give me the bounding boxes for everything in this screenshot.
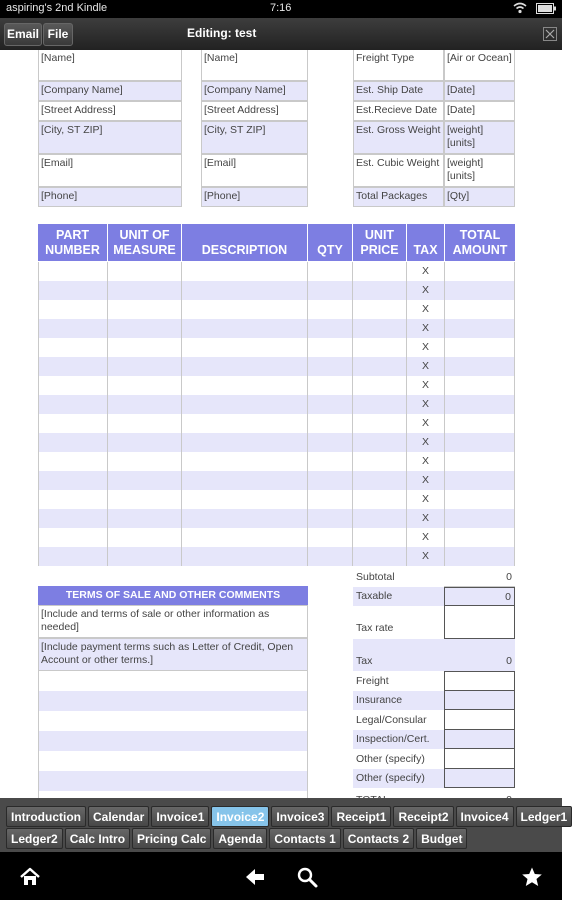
table-cell[interactable] — [39, 509, 108, 528]
table-cell[interactable] — [39, 338, 108, 357]
col-unit-price: UNIT PRICE — [353, 224, 406, 261]
cubic-weight-field[interactable]: [weight] [units] — [444, 154, 515, 187]
table-row — [39, 338, 514, 357]
tax-mark[interactable]: X — [407, 262, 445, 281]
table-cell[interactable] — [39, 452, 108, 471]
table-cell[interactable] — [353, 528, 407, 547]
sheet-tab-calendar[interactable]: Calendar — [88, 806, 149, 827]
table-row — [39, 433, 514, 452]
table-cell[interactable] — [445, 300, 516, 319]
table-row — [39, 281, 514, 300]
table-row — [39, 357, 514, 376]
bill-company-field[interactable]: [Company Name] — [38, 81, 182, 101]
table-cell[interactable] — [108, 509, 182, 528]
table-cell[interactable] — [445, 319, 516, 338]
table-cell[interactable] — [39, 262, 108, 281]
table-cell[interactable] — [353, 319, 407, 338]
table-cell[interactable] — [445, 547, 516, 566]
table-cell[interactable] — [308, 414, 353, 433]
system-nav-bar — [0, 852, 562, 900]
table-cell[interactable] — [353, 281, 407, 300]
sheet-tab-pricing-calc[interactable]: Pricing Calc — [132, 828, 211, 849]
table-cell[interactable] — [108, 262, 182, 281]
terms-row[interactable] — [39, 731, 307, 751]
sheet-tab-contacts-2[interactable]: Contacts 2 — [343, 828, 414, 849]
table-cell[interactable] — [39, 281, 108, 300]
table-row — [39, 490, 514, 509]
freight-label: Freight — [356, 675, 389, 687]
packages-label: Total Packages — [353, 187, 444, 207]
bill-phone-field[interactable]: [Phone] — [38, 187, 182, 207]
back-arrow-icon[interactable] — [244, 866, 266, 888]
table-cell[interactable] — [182, 281, 308, 300]
table-cell[interactable] — [182, 490, 308, 509]
table-cell[interactable] — [445, 528, 516, 547]
table-cell[interactable] — [308, 433, 353, 452]
email-button[interactable]: Email — [4, 23, 42, 46]
freight-type-label: Freight Type — [353, 50, 444, 81]
other-2-field[interactable] — [444, 769, 515, 788]
tax-mark[interactable]: X — [407, 357, 445, 376]
table-cell[interactable] — [108, 281, 182, 300]
table-row — [39, 376, 514, 395]
table-cell[interactable] — [108, 490, 182, 509]
table-cell[interactable] — [353, 395, 407, 414]
table-cell[interactable] — [353, 547, 407, 566]
tax-mark[interactable]: X — [407, 547, 445, 566]
status-bar — [0, 0, 562, 18]
table-row — [39, 452, 514, 471]
star-icon[interactable] — [521, 866, 543, 888]
table-cell[interactable] — [353, 376, 407, 395]
table-cell[interactable] — [353, 300, 407, 319]
insurance-label: Insurance — [353, 691, 444, 710]
table-cell[interactable] — [308, 376, 353, 395]
col-part-number: PART NUMBER — [38, 224, 107, 261]
gross-weight-field[interactable]: [weight] [units] — [444, 121, 515, 154]
table-cell[interactable] — [353, 490, 407, 509]
terms-blank-rows — [38, 671, 308, 811]
table-cell[interactable] — [182, 452, 308, 471]
legal-consular-label: Legal/Consular — [356, 714, 427, 726]
table-cell[interactable] — [108, 452, 182, 471]
table-cell[interactable] — [182, 319, 308, 338]
table-cell[interactable] — [445, 452, 516, 471]
sheet-tab-invoice1[interactable]: Invoice1 — [151, 806, 209, 827]
col-description: DESCRIPTION — [182, 224, 307, 261]
table-cell[interactable] — [182, 376, 308, 395]
wifi-icon — [513, 2, 527, 14]
table-row — [39, 528, 514, 547]
home-icon[interactable] — [19, 866, 41, 888]
table-cell[interactable] — [39, 395, 108, 414]
table-cell[interactable] — [308, 452, 353, 471]
table-row — [39, 471, 514, 490]
table-cell[interactable] — [182, 414, 308, 433]
table-cell[interactable] — [445, 509, 516, 528]
ship-phone-field[interactable]: [Phone] — [201, 187, 308, 207]
table-cell[interactable] — [108, 357, 182, 376]
table-cell[interactable] — [445, 471, 516, 490]
other-1-field[interactable] — [444, 749, 515, 769]
sheet-tab-budget[interactable]: Budget — [416, 828, 467, 849]
ship-name-field[interactable]: [Name] — [201, 50, 308, 81]
sheet-tab-bar — [0, 798, 568, 852]
table-cell[interactable] — [445, 433, 516, 452]
table-cell[interactable] — [182, 528, 308, 547]
clock: 7:16 — [270, 2, 292, 14]
freight-field[interactable] — [444, 671, 515, 691]
table-cell[interactable] — [108, 471, 182, 490]
ship-date-field[interactable]: [Date] — [444, 81, 515, 101]
tax-mark[interactable]: X — [407, 319, 445, 338]
tax-mark[interactable]: X — [407, 490, 445, 509]
table-cell[interactable] — [39, 547, 108, 566]
terms-row[interactable] — [39, 671, 307, 691]
table-cell[interactable] — [308, 357, 353, 376]
table-cell[interactable] — [353, 471, 407, 490]
table-cell[interactable] — [108, 528, 182, 547]
table-cell[interactable] — [445, 490, 516, 509]
table-cell[interactable] — [353, 357, 407, 376]
table-cell[interactable] — [39, 319, 108, 338]
col-total-amount: TOTAL AMOUNT — [445, 224, 515, 261]
table-cell[interactable] — [182, 338, 308, 357]
table-cell[interactable] — [445, 281, 516, 300]
bill-email-field[interactable]: [Email] — [38, 154, 182, 187]
document-title: Editing: test — [187, 26, 257, 40]
table-row — [39, 547, 514, 566]
table-cell[interactable] — [39, 300, 108, 319]
table-row — [39, 395, 514, 414]
ship-date-label: Est. Ship Date — [353, 81, 444, 101]
table-cell[interactable] — [39, 376, 108, 395]
inspection-field[interactable] — [444, 730, 515, 749]
sheet-tab-invoice3[interactable]: Invoice3 — [271, 806, 329, 827]
table-row — [39, 300, 514, 319]
table-cell[interactable] — [182, 357, 308, 376]
table-row — [39, 509, 514, 528]
items-table-body — [38, 262, 515, 566]
tax-rate-label: Tax rate — [356, 622, 394, 634]
fullscreen-icon[interactable] — [543, 27, 557, 41]
table-cell[interactable] — [39, 357, 108, 376]
sheet-tab-contacts-1[interactable]: Contacts 1 — [269, 828, 340, 849]
sheet-tab-calc-intro[interactable]: Calc Intro — [65, 828, 130, 849]
terms-row[interactable] — [39, 771, 307, 791]
tax-mark[interactable]: X — [407, 414, 445, 433]
tax-mark[interactable]: X — [407, 376, 445, 395]
table-cell[interactable] — [445, 376, 516, 395]
table-cell[interactable] — [182, 471, 308, 490]
table-cell[interactable] — [353, 414, 407, 433]
table-cell[interactable] — [308, 528, 353, 547]
bill-city-field[interactable]: [City, ST ZIP] — [38, 121, 182, 154]
table-cell[interactable] — [308, 338, 353, 357]
table-cell[interactable] — [308, 509, 353, 528]
table-cell[interactable] — [445, 357, 516, 376]
table-cell[interactable] — [353, 452, 407, 471]
table-cell[interactable] — [39, 528, 108, 547]
tax-mark[interactable]: X — [407, 395, 445, 414]
gross-weight-label: Est. Gross Weight — [353, 121, 444, 154]
table-cell[interactable] — [353, 262, 407, 281]
table-cell[interactable] — [445, 262, 516, 281]
ship-company-field[interactable]: [Company Name] — [201, 81, 308, 101]
terms-row[interactable] — [39, 711, 307, 731]
tax-value: 0 — [444, 639, 515, 671]
tax-rate-field[interactable] — [444, 606, 515, 639]
sheet-tab-agenda[interactable]: Agenda — [213, 828, 267, 849]
table-cell[interactable] — [108, 414, 182, 433]
table-cell[interactable] — [182, 433, 308, 452]
table-row — [39, 319, 514, 338]
inspection-label: Inspection/Cert. — [353, 730, 444, 749]
sheet-tab-receipt1[interactable]: Receipt1 — [331, 806, 391, 827]
table-cell[interactable] — [108, 300, 182, 319]
table-cell[interactable] — [353, 509, 407, 528]
table-row — [39, 262, 514, 281]
app-toolbar — [0, 18, 562, 50]
table-cell[interactable] — [308, 395, 353, 414]
sheet-tab-ledger1[interactable]: Ledger1 — [516, 806, 572, 827]
terms-row[interactable] — [39, 751, 307, 771]
table-cell[interactable] — [308, 281, 353, 300]
table-cell[interactable] — [445, 395, 516, 414]
other-1-label: Other (specify) — [356, 753, 425, 765]
table-cell[interactable] — [182, 547, 308, 566]
terms-row[interactable] — [39, 691, 307, 711]
tax-mark[interactable]: X — [407, 281, 445, 300]
col-qty: QTY — [308, 224, 352, 261]
tax-mark[interactable]: X — [407, 509, 445, 528]
search-icon[interactable] — [296, 866, 318, 888]
table-cell[interactable] — [182, 509, 308, 528]
ship-email-field[interactable]: [Email] — [201, 154, 308, 187]
table-cell[interactable] — [182, 395, 308, 414]
table-cell[interactable] — [108, 547, 182, 566]
sheet-tab-invoice2[interactable]: Invoice2 — [211, 806, 269, 827]
sheet-tab-introduction[interactable]: Introduction — [6, 806, 86, 827]
terms-line-2[interactable]: [Include payment terms such as Letter of Credit, Open Account or other terms.] — [38, 638, 308, 671]
table-cell[interactable] — [308, 262, 353, 281]
subtotal-label: Subtotal — [356, 571, 395, 583]
sheet-tab-receipt2[interactable]: Receipt2 — [393, 806, 453, 827]
bill-street-field[interactable]: [Street Address] — [38, 101, 182, 121]
table-cell[interactable] — [108, 319, 182, 338]
tax-mark[interactable]: X — [407, 300, 445, 319]
table-cell[interactable] — [108, 395, 182, 414]
other-2-label: Other (specify) — [353, 769, 444, 788]
battery-icon — [536, 3, 556, 14]
receive-date-field[interactable]: [Date] — [444, 101, 515, 121]
tax-mark[interactable]: X — [407, 471, 445, 490]
bill-name-field[interactable]: [Name] — [38, 50, 182, 81]
freight-type-field[interactable]: [Air or Ocean] — [444, 50, 515, 81]
table-cell[interactable] — [353, 338, 407, 357]
subtotal-value: 0 — [444, 568, 515, 587]
table-cell[interactable] — [308, 471, 353, 490]
receive-date-label: Est.Recieve Date — [353, 101, 444, 121]
table-cell[interactable] — [108, 338, 182, 357]
packages-field[interactable]: [Qty] — [444, 187, 515, 207]
sheet-tab-ledger2[interactable]: Ledger2 — [6, 828, 63, 849]
table-cell[interactable] — [308, 300, 353, 319]
device-name: aspiring's 2nd Kindle — [6, 2, 108, 14]
table-row — [39, 414, 514, 433]
file-button[interactable]: File — [43, 23, 73, 46]
table-cell[interactable] — [182, 262, 308, 281]
table-cell[interactable] — [308, 547, 353, 566]
table-cell[interactable] — [39, 433, 108, 452]
table-cell[interactable] — [308, 490, 353, 509]
invoice-sheet — [0, 50, 562, 798]
taxable-value[interactable]: 0 — [444, 587, 515, 606]
insurance-field[interactable] — [444, 691, 515, 710]
ship-city-field[interactable]: [City, ST ZIP] — [201, 121, 308, 154]
tax-mark[interactable]: X — [407, 452, 445, 471]
tax-mark[interactable]: X — [407, 433, 445, 452]
table-cell[interactable] — [182, 300, 308, 319]
taxable-label: Taxable — [353, 587, 444, 606]
terms-header: TERMS OF SALE AND OTHER COMMENTS — [38, 586, 308, 605]
table-cell[interactable] — [108, 433, 182, 452]
col-unit-of-measure: UNIT OF MEASURE — [108, 224, 181, 261]
ship-street-field[interactable]: [Street Address] — [201, 101, 308, 121]
table-cell[interactable] — [353, 433, 407, 452]
table-cell[interactable] — [39, 490, 108, 509]
tax-mark[interactable]: X — [407, 528, 445, 547]
terms-line-1[interactable]: [Include and terms of sale or other information as needed] — [38, 605, 308, 638]
table-cell[interactable] — [445, 414, 516, 433]
cubic-weight-label: Est. Cubic Weight — [353, 154, 444, 187]
tax-label: Tax — [353, 639, 444, 671]
col-tax: TAX — [407, 224, 444, 261]
table-cell[interactable] — [445, 338, 516, 357]
table-cell[interactable] — [308, 319, 353, 338]
table-cell[interactable] — [108, 376, 182, 395]
legal-consular-field[interactable] — [444, 710, 515, 730]
tax-mark[interactable]: X — [407, 338, 445, 357]
table-cell[interactable] — [39, 471, 108, 490]
table-cell[interactable] — [39, 414, 108, 433]
sheet-tab-invoice4[interactable]: Invoice4 — [456, 806, 514, 827]
